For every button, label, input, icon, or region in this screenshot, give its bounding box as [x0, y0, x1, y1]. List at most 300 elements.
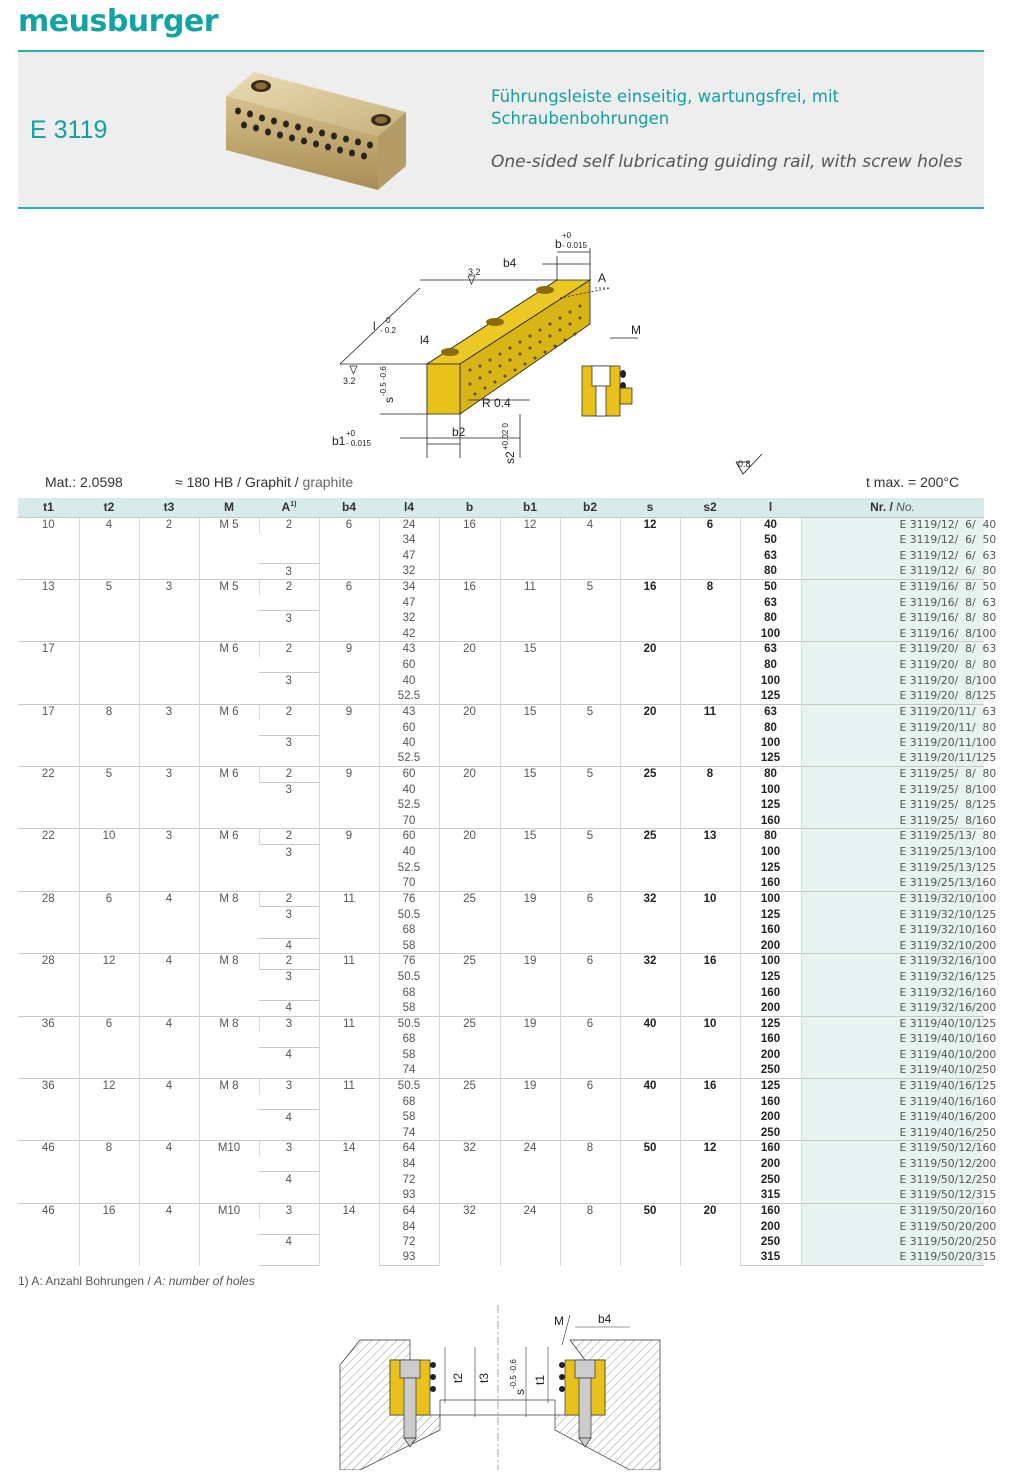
cell-t3: 4: [139, 954, 199, 1016]
drawing-label-b4: b4: [503, 256, 517, 270]
cell-l4: 93: [379, 1188, 439, 1204]
cell-hole-count: 2: [259, 767, 319, 783]
dimensions-table: [18, 498, 997, 1266]
cell-hole-count: 4: [259, 1110, 319, 1126]
cell-s: 32: [620, 954, 680, 1016]
col-header-l4: l4: [379, 498, 439, 517]
cell-order-number[interactable]: E 3119/16/ 8/ 50: [801, 579, 984, 595]
cell-b4: 11: [319, 1078, 379, 1140]
cell-length: 100: [740, 782, 801, 798]
product-photo: [216, 66, 416, 194]
cell-hole-count: [259, 595, 319, 611]
drawing-label-l4: l4: [420, 333, 430, 347]
cell-length: 200: [740, 1219, 801, 1235]
cell-b2: [560, 642, 620, 704]
cell-length: 125: [740, 969, 801, 985]
cell-thread: M 8: [199, 1078, 259, 1140]
cell-l4: 40: [379, 782, 439, 798]
cell-b4: 11: [319, 954, 379, 1016]
drawing-label-m: M: [631, 323, 641, 337]
cell-hole-count: 3: [259, 1141, 319, 1157]
max-temperature: t max. = 200°C: [866, 474, 960, 490]
cell-b: 16: [439, 517, 500, 579]
table-row: [18, 954, 984, 970]
cell-t3: 4: [139, 1016, 199, 1078]
cell-order-number[interactable]: E 3119/50/12/160: [801, 1141, 984, 1157]
cell-s2: 8: [680, 579, 740, 641]
cell-hole-count: [259, 813, 319, 829]
cell-l4: 74: [379, 1063, 439, 1079]
table-row: [18, 1016, 984, 1032]
cell-s: 40: [620, 1016, 680, 1078]
cell-order-number[interactable]: E 3119/50/20/160: [801, 1203, 984, 1219]
cell-order-number[interactable]: E 3119/20/ 8/ 80: [801, 657, 984, 673]
cell-t2: 5: [79, 767, 139, 829]
cell-order-number[interactable]: E 3119/12/ 6/ 40: [801, 517, 984, 533]
cell-l4: 43: [379, 704, 439, 720]
cell-length: 80: [740, 564, 801, 580]
footnote: [18, 1274, 255, 1288]
cell-order-number[interactable]: E 3119/16/ 8/ 63: [801, 595, 984, 611]
section-label-m: M: [554, 1314, 564, 1328]
cell-order-number[interactable]: E 3119/20/11/100: [801, 735, 984, 751]
cell-l4: 58: [379, 1047, 439, 1063]
cell-order-number[interactable]: E 3119/32/10/160: [801, 922, 984, 938]
cell-order-number[interactable]: E 3119/25/13/125: [801, 860, 984, 876]
cell-t2: 8: [79, 704, 139, 766]
cell-order-number[interactable]: E 3119/50/20/200: [801, 1219, 984, 1235]
cell-s: 16: [620, 579, 680, 641]
cell-s2: 20: [680, 1203, 740, 1265]
cell-hole-count: [259, 1125, 319, 1141]
cell-l4: 24: [379, 517, 439, 533]
cell-b1: 15: [500, 767, 560, 829]
cell-length: 80: [740, 657, 801, 673]
cell-l4: 50.5: [379, 969, 439, 985]
cell-b2: 6: [560, 891, 620, 953]
cell-l4: 43: [379, 642, 439, 658]
footnote-de: 1) A: Anzahl Bohrungen /: [18, 1274, 151, 1288]
cell-l4: 47: [379, 595, 439, 611]
cell-l4: 58: [379, 938, 439, 954]
cell-l4: 50.5: [379, 1078, 439, 1094]
cell-hole-count: 4: [259, 1047, 319, 1063]
cell-t3: 4: [139, 1141, 199, 1203]
cell-hole-count: 3: [259, 1078, 319, 1094]
cell-length: 200: [740, 1047, 801, 1063]
cell-length: 80: [740, 767, 801, 783]
cell-s2: 6: [680, 517, 740, 579]
drawing-label-s2: s2: [503, 451, 517, 464]
col-header-nr-de: Nr. /: [870, 500, 893, 515]
cell-l4: 68: [379, 1032, 439, 1048]
cell-order-number[interactable]: E 3119/25/13/160: [801, 876, 984, 892]
cell-order-number[interactable]: E 3119/32/16/100: [801, 954, 984, 970]
cell-order-number[interactable]: E 3119/32/10/125: [801, 907, 984, 923]
drawing-label-s-tol: -0.5 -0.6: [379, 366, 388, 396]
table-body: [18, 517, 997, 1266]
cell-order-number[interactable]: E 3119/50/12/315: [801, 1188, 984, 1204]
cell-order-number[interactable]: E 3119/40/16/160: [801, 1094, 984, 1110]
cell-length: 200: [740, 1156, 801, 1172]
cell-order-number[interactable]: E 3119/40/16/200: [801, 1110, 984, 1126]
cell-length: 100: [740, 735, 801, 751]
cell-b: 25: [439, 954, 500, 1016]
cell-t3: 3: [139, 767, 199, 829]
cell-order-number[interactable]: E 3119/32/16/125: [801, 969, 984, 985]
cell-s2: 11: [680, 704, 740, 766]
col-header-b: b: [439, 498, 500, 517]
cell-b: 16: [439, 579, 500, 641]
cell-b2: 8: [560, 1203, 620, 1265]
drawing-label-b-tol-minus: - 0.015: [562, 241, 587, 250]
drawing-label-b1: b1: [332, 434, 346, 448]
table-header-row: [18, 498, 984, 517]
title-english: One-sided self lubricating guiding rail, with screw holes: [491, 152, 963, 172]
col-header-a: [259, 498, 319, 517]
cell-length: 160: [740, 1032, 801, 1048]
header-panel: [18, 52, 984, 208]
cell-s: 25: [620, 829, 680, 891]
cell-b4: 9: [319, 704, 379, 766]
cell-t3: 3: [139, 579, 199, 641]
cell-length: 160: [740, 1094, 801, 1110]
table-row: [18, 579, 984, 595]
roughness-value: 0.8: [738, 459, 751, 469]
cell-hole-count: 3: [259, 611, 319, 627]
cell-hole-count: [259, 1094, 319, 1110]
cell-l4: 47: [379, 548, 439, 564]
col-header-t3: t3: [139, 498, 199, 517]
cell-length: 63: [740, 595, 801, 611]
cell-b4: 11: [319, 891, 379, 953]
cell-b2: 5: [560, 829, 620, 891]
cell-order-number[interactable]: E 3119/50/12/200: [801, 1156, 984, 1172]
cell-l4: 58: [379, 1110, 439, 1126]
cell-order-number[interactable]: E 3119/32/10/100: [801, 891, 984, 907]
cell-order-number[interactable]: E 3119/25/13/100: [801, 844, 984, 860]
cell-l4: 74: [379, 1125, 439, 1141]
drawing-label-b1-tol-minus: - 0.015: [346, 439, 371, 448]
cell-l4: 72: [379, 1234, 439, 1250]
cell-order-number[interactable]: E 3119/40/10/160: [801, 1032, 984, 1048]
col-header-l: l: [740, 498, 801, 517]
cell-t1: 17: [18, 642, 79, 704]
cell-l4: 68: [379, 985, 439, 1001]
cell-s2: 16: [680, 1078, 740, 1140]
drawing-label-l-tol-plus: 0: [386, 316, 391, 325]
cell-hole-count: 4: [259, 1000, 319, 1016]
cell-b: 25: [439, 891, 500, 953]
cell-t2: 4: [79, 517, 139, 579]
drawing-label-a: A: [598, 271, 607, 285]
cell-l4: 52.5: [379, 751, 439, 767]
cell-l4: 64: [379, 1141, 439, 1157]
cell-hole-count: [259, 751, 319, 767]
cell-hole-count: [259, 985, 319, 1001]
cell-length: 250: [740, 1125, 801, 1141]
col-header-m: M: [199, 498, 259, 517]
cell-hole-count: 3: [259, 673, 319, 689]
cell-hole-count: 3: [259, 735, 319, 751]
cell-l4: 60: [379, 767, 439, 783]
cell-order-number[interactable]: E 3119/20/ 8/125: [801, 689, 984, 705]
cell-hole-count: 2: [259, 954, 319, 970]
cell-l4: 70: [379, 876, 439, 892]
cell-length: 80: [740, 829, 801, 845]
cell-length: 315: [740, 1250, 801, 1266]
hardness: [175, 474, 353, 490]
cell-b1: 19: [500, 1078, 560, 1140]
cell-hole-count: [259, 1250, 319, 1266]
cell-t1: 28: [18, 954, 79, 1016]
cell-order-number[interactable]: E 3119/20/ 8/ 63: [801, 642, 984, 658]
cell-length: 100: [740, 954, 801, 970]
cell-order-number[interactable]: E 3119/40/10/125: [801, 1016, 984, 1032]
cell-hole-count: 2: [259, 891, 319, 907]
cell-hole-count: 3: [259, 969, 319, 985]
cell-l4: 40: [379, 735, 439, 751]
table-row: [18, 829, 984, 845]
drawing-label-roughness-top: 3.2: [468, 267, 481, 277]
title-german: Führungsleiste einseitig, wartungsfrei, mit Schraubenbohrungen: [491, 87, 840, 128]
cell-hole-count: 3: [259, 1016, 319, 1032]
detail-view-a: [582, 338, 638, 416]
drawing-label-l-tol-minus: - 0.2: [380, 326, 397, 335]
cell-s: 40: [620, 1078, 680, 1140]
cell-hole-count: 3: [259, 782, 319, 798]
cell-length: 125: [740, 907, 801, 923]
cell-length: 50: [740, 579, 801, 595]
cell-order-number[interactable]: E 3119/20/ 8/100: [801, 673, 984, 689]
cell-order-number[interactable]: E 3119/50/20/250: [801, 1234, 984, 1250]
cell-t2: 16: [79, 1203, 139, 1265]
cell-length: 80: [740, 720, 801, 736]
cell-l4: 72: [379, 1172, 439, 1188]
cell-order-number[interactable]: E 3119/12/ 6/ 63: [801, 548, 984, 564]
cell-b: 20: [439, 704, 500, 766]
footnote-en: A: number of holes: [154, 1274, 255, 1288]
section-label-t1: t1: [533, 1374, 547, 1385]
cell-thread: M 8: [199, 1016, 259, 1078]
cell-s2: 8: [680, 767, 740, 829]
cell-t1: 28: [18, 891, 79, 953]
cell-thread: M 8: [199, 954, 259, 1016]
cell-t3: [139, 642, 199, 704]
cell-b4: 9: [319, 829, 379, 891]
cell-thread: M 8: [199, 891, 259, 953]
cell-b1: 19: [500, 891, 560, 953]
cell-order-number[interactable]: E 3119/20/11/125: [801, 751, 984, 767]
cell-thread: M 6: [199, 829, 259, 891]
cell-hole-count: [259, 548, 319, 564]
section-label-s-tol: -0.5 -0.6: [509, 1359, 518, 1389]
cell-l4: 52.5: [379, 798, 439, 814]
cell-b4: 14: [319, 1203, 379, 1265]
cell-b1: 24: [500, 1203, 560, 1265]
table-row: [18, 642, 984, 658]
cell-t1: 36: [18, 1078, 79, 1140]
cell-b1: 19: [500, 954, 560, 1016]
drawing-label-roughness-side: 3.2: [343, 376, 356, 386]
cell-thread: M 5: [199, 579, 259, 641]
table-row: [18, 1078, 984, 1094]
hardness-en: graphite: [302, 474, 354, 490]
technical-drawing-isometric: [320, 228, 660, 468]
cell-l4: 84: [379, 1219, 439, 1235]
cell-order-number[interactable]: E 3119/16/ 8/100: [801, 626, 984, 642]
col-header-s2: s2: [680, 498, 740, 517]
cell-hole-count: [259, 922, 319, 938]
cell-t1: 13: [18, 579, 79, 641]
cell-length: 200: [740, 1110, 801, 1126]
cell-length: 125: [740, 798, 801, 814]
cell-b4: 6: [319, 517, 379, 579]
technical-drawing-section: [330, 1305, 670, 1470]
cell-t1: 17: [18, 704, 79, 766]
table-row: [18, 1141, 984, 1157]
table-row: [18, 891, 984, 907]
cell-l4: 42: [379, 626, 439, 642]
drawing-label-l: l: [373, 319, 376, 333]
hardness-de: ≈ 180 HB / Graphit /: [175, 474, 299, 490]
cell-thread: M10: [199, 1141, 259, 1203]
cell-length: 100: [740, 844, 801, 860]
cell-order-number[interactable]: E 3119/32/10/200: [801, 938, 984, 954]
cell-b4: 9: [319, 642, 379, 704]
cell-order-number[interactable]: E 3119/12/ 6/ 80: [801, 564, 984, 580]
cell-hole-count: 2: [259, 829, 319, 845]
cell-order-number[interactable]: E 3119/32/16/200: [801, 1000, 984, 1016]
cell-length: 250: [740, 1063, 801, 1079]
product-code: E 3119: [30, 116, 108, 144]
cell-length: 100: [740, 673, 801, 689]
cell-length: 160: [740, 876, 801, 892]
cell-b: 25: [439, 1078, 500, 1140]
cell-hole-count: 4: [259, 938, 319, 954]
cell-hole-count: 3: [259, 844, 319, 860]
cell-l4: 58: [379, 1000, 439, 1016]
table-row: [18, 704, 984, 720]
cell-length: 200: [740, 1000, 801, 1016]
cell-length: 100: [740, 891, 801, 907]
cell-hole-count: [259, 720, 319, 736]
drawing-label-r: R 0.4: [482, 396, 511, 410]
cell-hole-count: [259, 657, 319, 673]
cell-t1: 10: [18, 517, 79, 579]
section-label-t2: t2: [451, 1372, 465, 1383]
cell-l4: 76: [379, 891, 439, 907]
cell-l4: 34: [379, 533, 439, 549]
section-label-t3: t3: [477, 1372, 491, 1383]
cell-length: 125: [740, 860, 801, 876]
drawing-label-s2-tol: +0.02 0: [501, 423, 510, 450]
footnote-ref: 1): [290, 501, 297, 509]
col-header-a-label: A: [281, 500, 291, 515]
cell-length: 63: [740, 642, 801, 658]
cell-length: 125: [740, 689, 801, 705]
cell-b2: 8: [560, 1141, 620, 1203]
cell-b1: 15: [500, 704, 560, 766]
cell-length: 125: [740, 1078, 801, 1094]
cell-order-number[interactable]: E 3119/16/ 8/ 80: [801, 611, 984, 627]
cell-thread: M 6: [199, 767, 259, 829]
cell-b2: 5: [560, 704, 620, 766]
cell-order-number[interactable]: E 3119/50/20/315: [801, 1250, 984, 1266]
cell-s2: 12: [680, 1141, 740, 1203]
cell-length: 80: [740, 611, 801, 627]
cell-order-number[interactable]: E 3119/40/10/200: [801, 1047, 984, 1063]
cell-thread: M 6: [199, 704, 259, 766]
cell-b1: 15: [500, 829, 560, 891]
cell-order-number[interactable]: E 3119/25/ 8/ 80: [801, 767, 984, 783]
cell-t1: 46: [18, 1141, 79, 1203]
cell-hole-count: 3: [259, 907, 319, 923]
material-specs: [18, 472, 984, 494]
cell-order-number[interactable]: E 3119/20/11/ 63: [801, 704, 984, 720]
cell-hole-count: [259, 876, 319, 892]
cell-length: 40: [740, 517, 801, 533]
cell-hole-count: [259, 860, 319, 876]
cell-hole-count: 4: [259, 1172, 319, 1188]
cell-hole-count: [259, 1188, 319, 1204]
cell-b1: 12: [500, 517, 560, 579]
cell-order-number[interactable]: E 3119/20/11/ 80: [801, 720, 984, 736]
meusburger-logo: meusburger: [18, 4, 219, 39]
cell-order-number[interactable]: E 3119/32/16/160: [801, 985, 984, 1001]
cell-thread: M10: [199, 1203, 259, 1265]
cell-length: 160: [740, 1203, 801, 1219]
cell-b1: 24: [500, 1141, 560, 1203]
cell-t2: 5: [79, 579, 139, 641]
cell-order-number[interactable]: E 3119/40/10/250: [801, 1063, 984, 1079]
cell-s: 50: [620, 1141, 680, 1203]
cell-order-number[interactable]: E 3119/25/ 8/100: [801, 782, 984, 798]
cell-hole-count: 2: [259, 579, 319, 595]
cell-order-number[interactable]: E 3119/25/13/ 80: [801, 829, 984, 845]
cell-hole-count: 2: [259, 642, 319, 658]
cell-l4: 93: [379, 1250, 439, 1266]
cell-order-number[interactable]: E 3119/25/ 8/125: [801, 798, 984, 814]
table-row: [18, 1203, 984, 1219]
cell-l4: 68: [379, 922, 439, 938]
cell-order-number[interactable]: E 3119/25/ 8/160: [801, 813, 984, 829]
cell-thread: M 5: [199, 517, 259, 579]
cell-t2: 6: [79, 1016, 139, 1078]
cell-length: 160: [740, 922, 801, 938]
drawing-label-b-tol-plus: +0: [562, 231, 572, 240]
cell-b4: 9: [319, 767, 379, 829]
cell-s2: [680, 642, 740, 704]
cell-l4: 60: [379, 829, 439, 845]
col-header-b1: b1: [500, 498, 560, 517]
cell-order-number[interactable]: E 3119/40/16/125: [801, 1078, 984, 1094]
cell-t2: [79, 642, 139, 704]
cell-order-number[interactable]: E 3119/12/ 6/ 50: [801, 533, 984, 549]
cell-t2: 12: [79, 954, 139, 1016]
cell-order-number[interactable]: E 3119/40/16/250: [801, 1125, 984, 1141]
cell-hole-count: 2: [259, 704, 319, 720]
header-bottom-rule: [18, 207, 984, 209]
cell-hole-count: [259, 689, 319, 705]
cell-l4: 64: [379, 1203, 439, 1219]
drawing-label-b1-tol-plus: +0: [346, 429, 356, 438]
cell-length: 50: [740, 533, 801, 549]
cell-hole-count: [259, 798, 319, 814]
col-header-b2: b2: [560, 498, 620, 517]
cell-l4: 32: [379, 564, 439, 580]
cell-order-number[interactable]: E 3119/50/12/250: [801, 1172, 984, 1188]
